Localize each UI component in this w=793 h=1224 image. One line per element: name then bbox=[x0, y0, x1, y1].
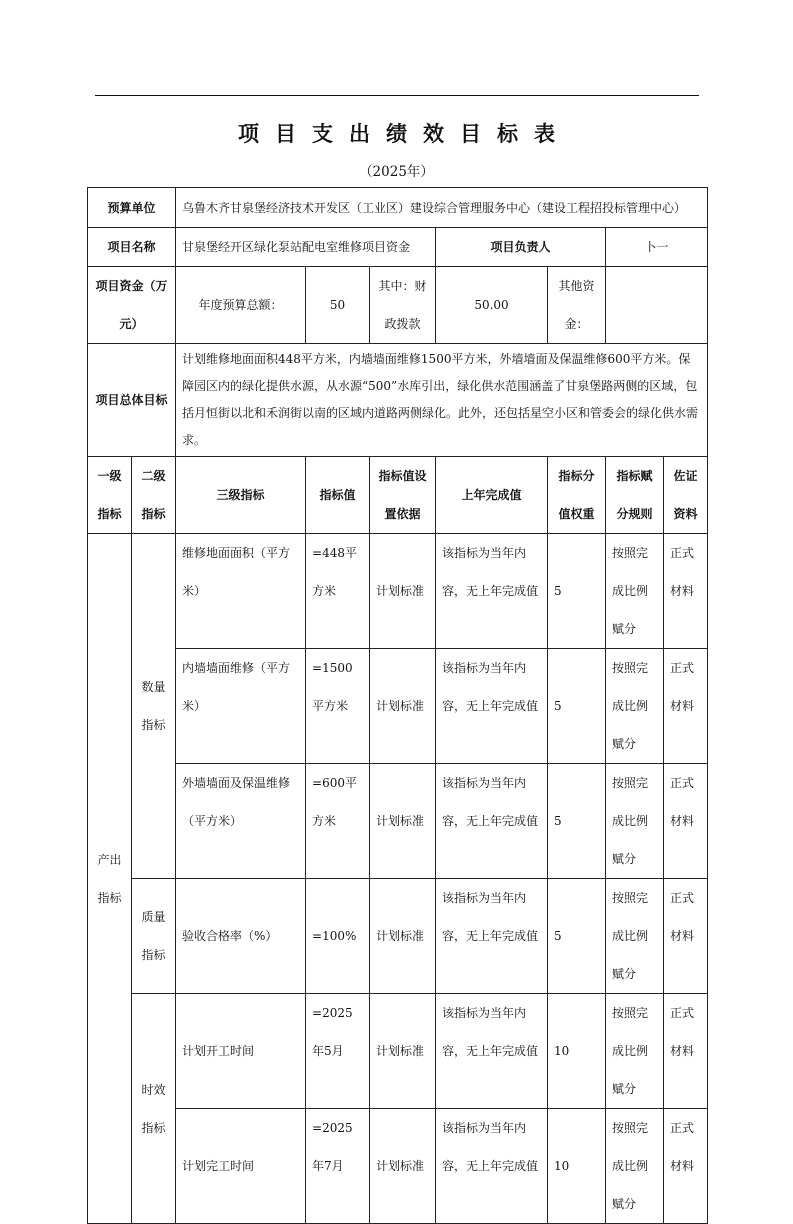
level3-indicator: 验收合格率（%） bbox=[176, 879, 306, 994]
indicator-basis: 计划标准 bbox=[370, 1109, 436, 1224]
scoring-rule: 按照完成比例赋分 bbox=[606, 1109, 664, 1224]
column-header: 指标值设置依据 bbox=[370, 457, 436, 534]
indicator-value: =2025年7月 bbox=[306, 1109, 370, 1224]
other-funds-label: 其他资金： bbox=[548, 267, 606, 344]
scoring-rule: 按照完成比例赋分 bbox=[606, 994, 664, 1109]
last-year-value: 该指标为当年内容，无上年完成值 bbox=[436, 764, 548, 879]
scoring-rule: 按照完成比例赋分 bbox=[606, 649, 664, 764]
level2-indicator: 数量指标 bbox=[132, 534, 176, 879]
last-year-value: 该指标为当年内容，无上年完成值 bbox=[436, 1109, 548, 1224]
budget-unit-label: 预算单位 bbox=[88, 188, 176, 228]
indicator-value: =600平方米 bbox=[306, 764, 370, 879]
table-row bbox=[88, 534, 708, 649]
last-year-value: 该指标为当年内容，无上年完成值 bbox=[436, 879, 548, 994]
last-year-value: 该指标为当年内容，无上年完成值 bbox=[436, 994, 548, 1109]
scoring-rule: 按照完成比例赋分 bbox=[606, 764, 664, 879]
level3-indicator: 外墙墙面及保温维修（平方米） bbox=[176, 764, 306, 879]
annual-budget-value: 50 bbox=[306, 267, 370, 344]
scoring-rule: 按照完成比例赋分 bbox=[606, 879, 664, 994]
indicator-value: =2025年5月 bbox=[306, 994, 370, 1109]
level3-indicator: 内墙墙面维修（平方米） bbox=[176, 649, 306, 764]
budget-unit-value: 乌鲁木齐甘泉堡经济技术开发区（工业区）建设综合管理服务中心（建设工程招投标管理中心） bbox=[176, 188, 708, 228]
level2-indicator: 时效指标 bbox=[132, 994, 176, 1224]
indicator-value: =100% bbox=[306, 879, 370, 994]
indicator-value: =448平方米 bbox=[306, 534, 370, 649]
column-header-row bbox=[88, 457, 708, 534]
table-row bbox=[88, 1109, 708, 1224]
overall-goal-text: 计划维修地面面积448平方米，内墙墙面维修1500平方米，外墙墙面及保温维修600平方米。保障园区内的绿化提供水源，从水源“500”水库引出，绿化供水范围涵盖了甘泉堡路两侧的区域，包括月恒街以北和禾润街以南的区域内道路两侧绿化。此外，还包括星空小区和管委会的绿化供水需求。 bbox=[176, 344, 708, 457]
last-year-value: 该指标为当年内容，无上年完成值 bbox=[436, 534, 548, 649]
evidence: 正式材料 bbox=[664, 534, 708, 649]
indicator-weight: 5 bbox=[548, 879, 606, 994]
indicator-weight: 5 bbox=[548, 649, 606, 764]
evidence: 正式材料 bbox=[664, 1109, 708, 1224]
column-header: 指标赋分规则 bbox=[606, 457, 664, 534]
indicator-basis: 计划标准 bbox=[370, 649, 436, 764]
page-title: 项目支出绩效目标表 bbox=[238, 122, 571, 146]
column-header: 一级指标 bbox=[88, 457, 132, 534]
top-rule bbox=[95, 95, 699, 96]
indicator-basis: 计划标准 bbox=[370, 994, 436, 1109]
indicator-weight: 10 bbox=[548, 994, 606, 1109]
budget-unit-row bbox=[88, 188, 708, 228]
performance-table bbox=[87, 187, 708, 1224]
project-leader-value: 卜一 bbox=[606, 228, 708, 267]
column-header: 上年完成值 bbox=[436, 457, 548, 534]
indicator-basis: 计划标准 bbox=[370, 534, 436, 649]
indicator-weight: 5 bbox=[548, 534, 606, 649]
column-header: 二级指标 bbox=[132, 457, 176, 534]
column-header: 指标分值权重 bbox=[548, 457, 606, 534]
indicator-weight: 5 bbox=[548, 764, 606, 879]
scoring-rule: 按照完成比例赋分 bbox=[606, 534, 664, 649]
column-header: 三级指标 bbox=[176, 457, 306, 534]
level3-indicator: 维修地面面积（平方米） bbox=[176, 534, 306, 649]
project-fund-label: 项目资金（万元） bbox=[88, 267, 176, 344]
level3-indicator: 计划开工时间 bbox=[176, 994, 306, 1109]
level2-indicator: 质量指标 bbox=[132, 879, 176, 994]
table-row bbox=[88, 649, 708, 764]
evidence: 正式材料 bbox=[664, 764, 708, 879]
table-row bbox=[88, 879, 708, 994]
annual-budget-label: 年度预算总额： bbox=[176, 267, 306, 344]
indicator-value: =1500平方米 bbox=[306, 649, 370, 764]
fiscal-allocation-label: 其中：财政拨款 bbox=[370, 267, 436, 344]
project-name-label: 项目名称 bbox=[88, 228, 176, 267]
indicator-basis: 计划标准 bbox=[370, 879, 436, 994]
overall-goal-label: 项目总体目标 bbox=[88, 344, 176, 457]
evidence: 正式材料 bbox=[664, 649, 708, 764]
project-name-value: 甘泉堡经开区绿化泵站配电室维修项目资金 bbox=[176, 228, 436, 267]
overall-goal-row bbox=[88, 344, 708, 457]
fiscal-allocation-value: 50.00 bbox=[436, 267, 548, 344]
year-label: （2025年） bbox=[359, 164, 434, 180]
last-year-value: 该指标为当年内容，无上年完成值 bbox=[436, 649, 548, 764]
column-header: 指标值 bbox=[306, 457, 370, 534]
table-row bbox=[88, 764, 708, 879]
evidence: 正式材料 bbox=[664, 994, 708, 1109]
level3-indicator: 计划完工时间 bbox=[176, 1109, 306, 1224]
table-row bbox=[88, 994, 708, 1109]
other-funds-value bbox=[606, 267, 708, 344]
level1-indicator: 产出指标 bbox=[88, 534, 132, 1224]
indicator-weight: 10 bbox=[548, 1109, 606, 1224]
evidence: 正式材料 bbox=[664, 879, 708, 994]
project-name-row bbox=[88, 228, 708, 267]
indicator-basis: 计划标准 bbox=[370, 764, 436, 879]
column-header: 佐证资料 bbox=[664, 457, 708, 534]
project-fund-row bbox=[88, 267, 708, 344]
project-leader-label: 项目负责人 bbox=[436, 228, 606, 267]
